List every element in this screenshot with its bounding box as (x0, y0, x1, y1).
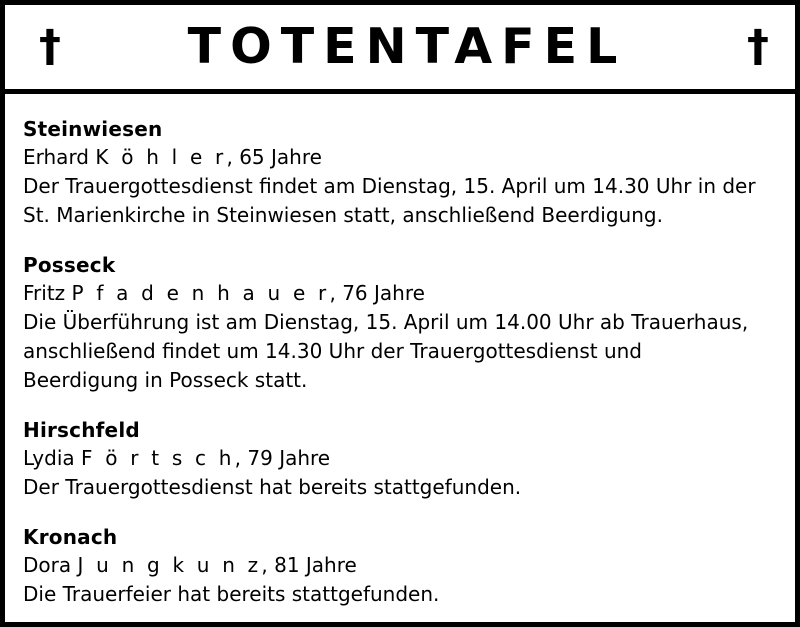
person-lastname: K ö h l e r (95, 145, 227, 169)
person-age: , 76 Jahre (329, 281, 425, 305)
obituary-entry (23, 116, 773, 230)
person-lastname: J u n g k u n z (77, 553, 262, 577)
entry-detail-line: Die Trauerfeier hat bereits stattgefunden. (23, 582, 440, 606)
person-firstname: Erhard (23, 145, 96, 169)
page-title: TOTENTAFEL (187, 18, 627, 75)
person-lastname: F ö r t s c h (81, 446, 235, 470)
entry-place: Kronach (23, 525, 118, 549)
person-age: , 65 Jahre (226, 145, 322, 169)
entry-person (23, 551, 773, 580)
person-lastname: P f a d e n h a u e r (71, 281, 330, 305)
entry-detail-line: St. Marienkirche in Steinwiesen statt, anschließend Beerdigung. (23, 203, 663, 227)
entry-place: Steinwiesen (23, 117, 163, 141)
person-firstname: Dora (23, 553, 78, 577)
entry-person (23, 444, 773, 473)
obituary-entry (23, 252, 773, 395)
person-age: , 81 Jahre (261, 553, 357, 577)
obituary-entry (23, 524, 773, 609)
entry-detail-line: anschließend findet um 14.30 Uhr der Trauergottesdienst und (23, 339, 642, 363)
obituary-entry (23, 417, 773, 502)
cross-icon-left: † (39, 21, 61, 72)
person-firstname: Lydia (23, 446, 82, 470)
person-firstname: Fritz (23, 281, 72, 305)
entry-detail-line: Beerdigung in Posseck statt. (23, 368, 308, 392)
entries-list (5, 94, 795, 609)
entry-place: Hirschfeld (23, 418, 140, 442)
masthead (5, 5, 795, 89)
cross-icon-right: † (747, 21, 769, 72)
entry-place: Posseck (23, 253, 116, 277)
entry-person (23, 279, 773, 308)
person-age: , 79 Jahre (234, 446, 331, 470)
entry-detail-line: Die Überführung ist am Dienstag, 15. April um 14.00 Uhr ab Trauerhaus, (23, 310, 749, 334)
entry-detail-line: Der Trauergottesdienst findet am Dienstag, 15. April um 14.30 Uhr in der (23, 174, 756, 198)
entry-person (23, 143, 773, 172)
entry-detail-line: Der Trauergottesdienst hat bereits stattgefunden. (23, 475, 522, 499)
